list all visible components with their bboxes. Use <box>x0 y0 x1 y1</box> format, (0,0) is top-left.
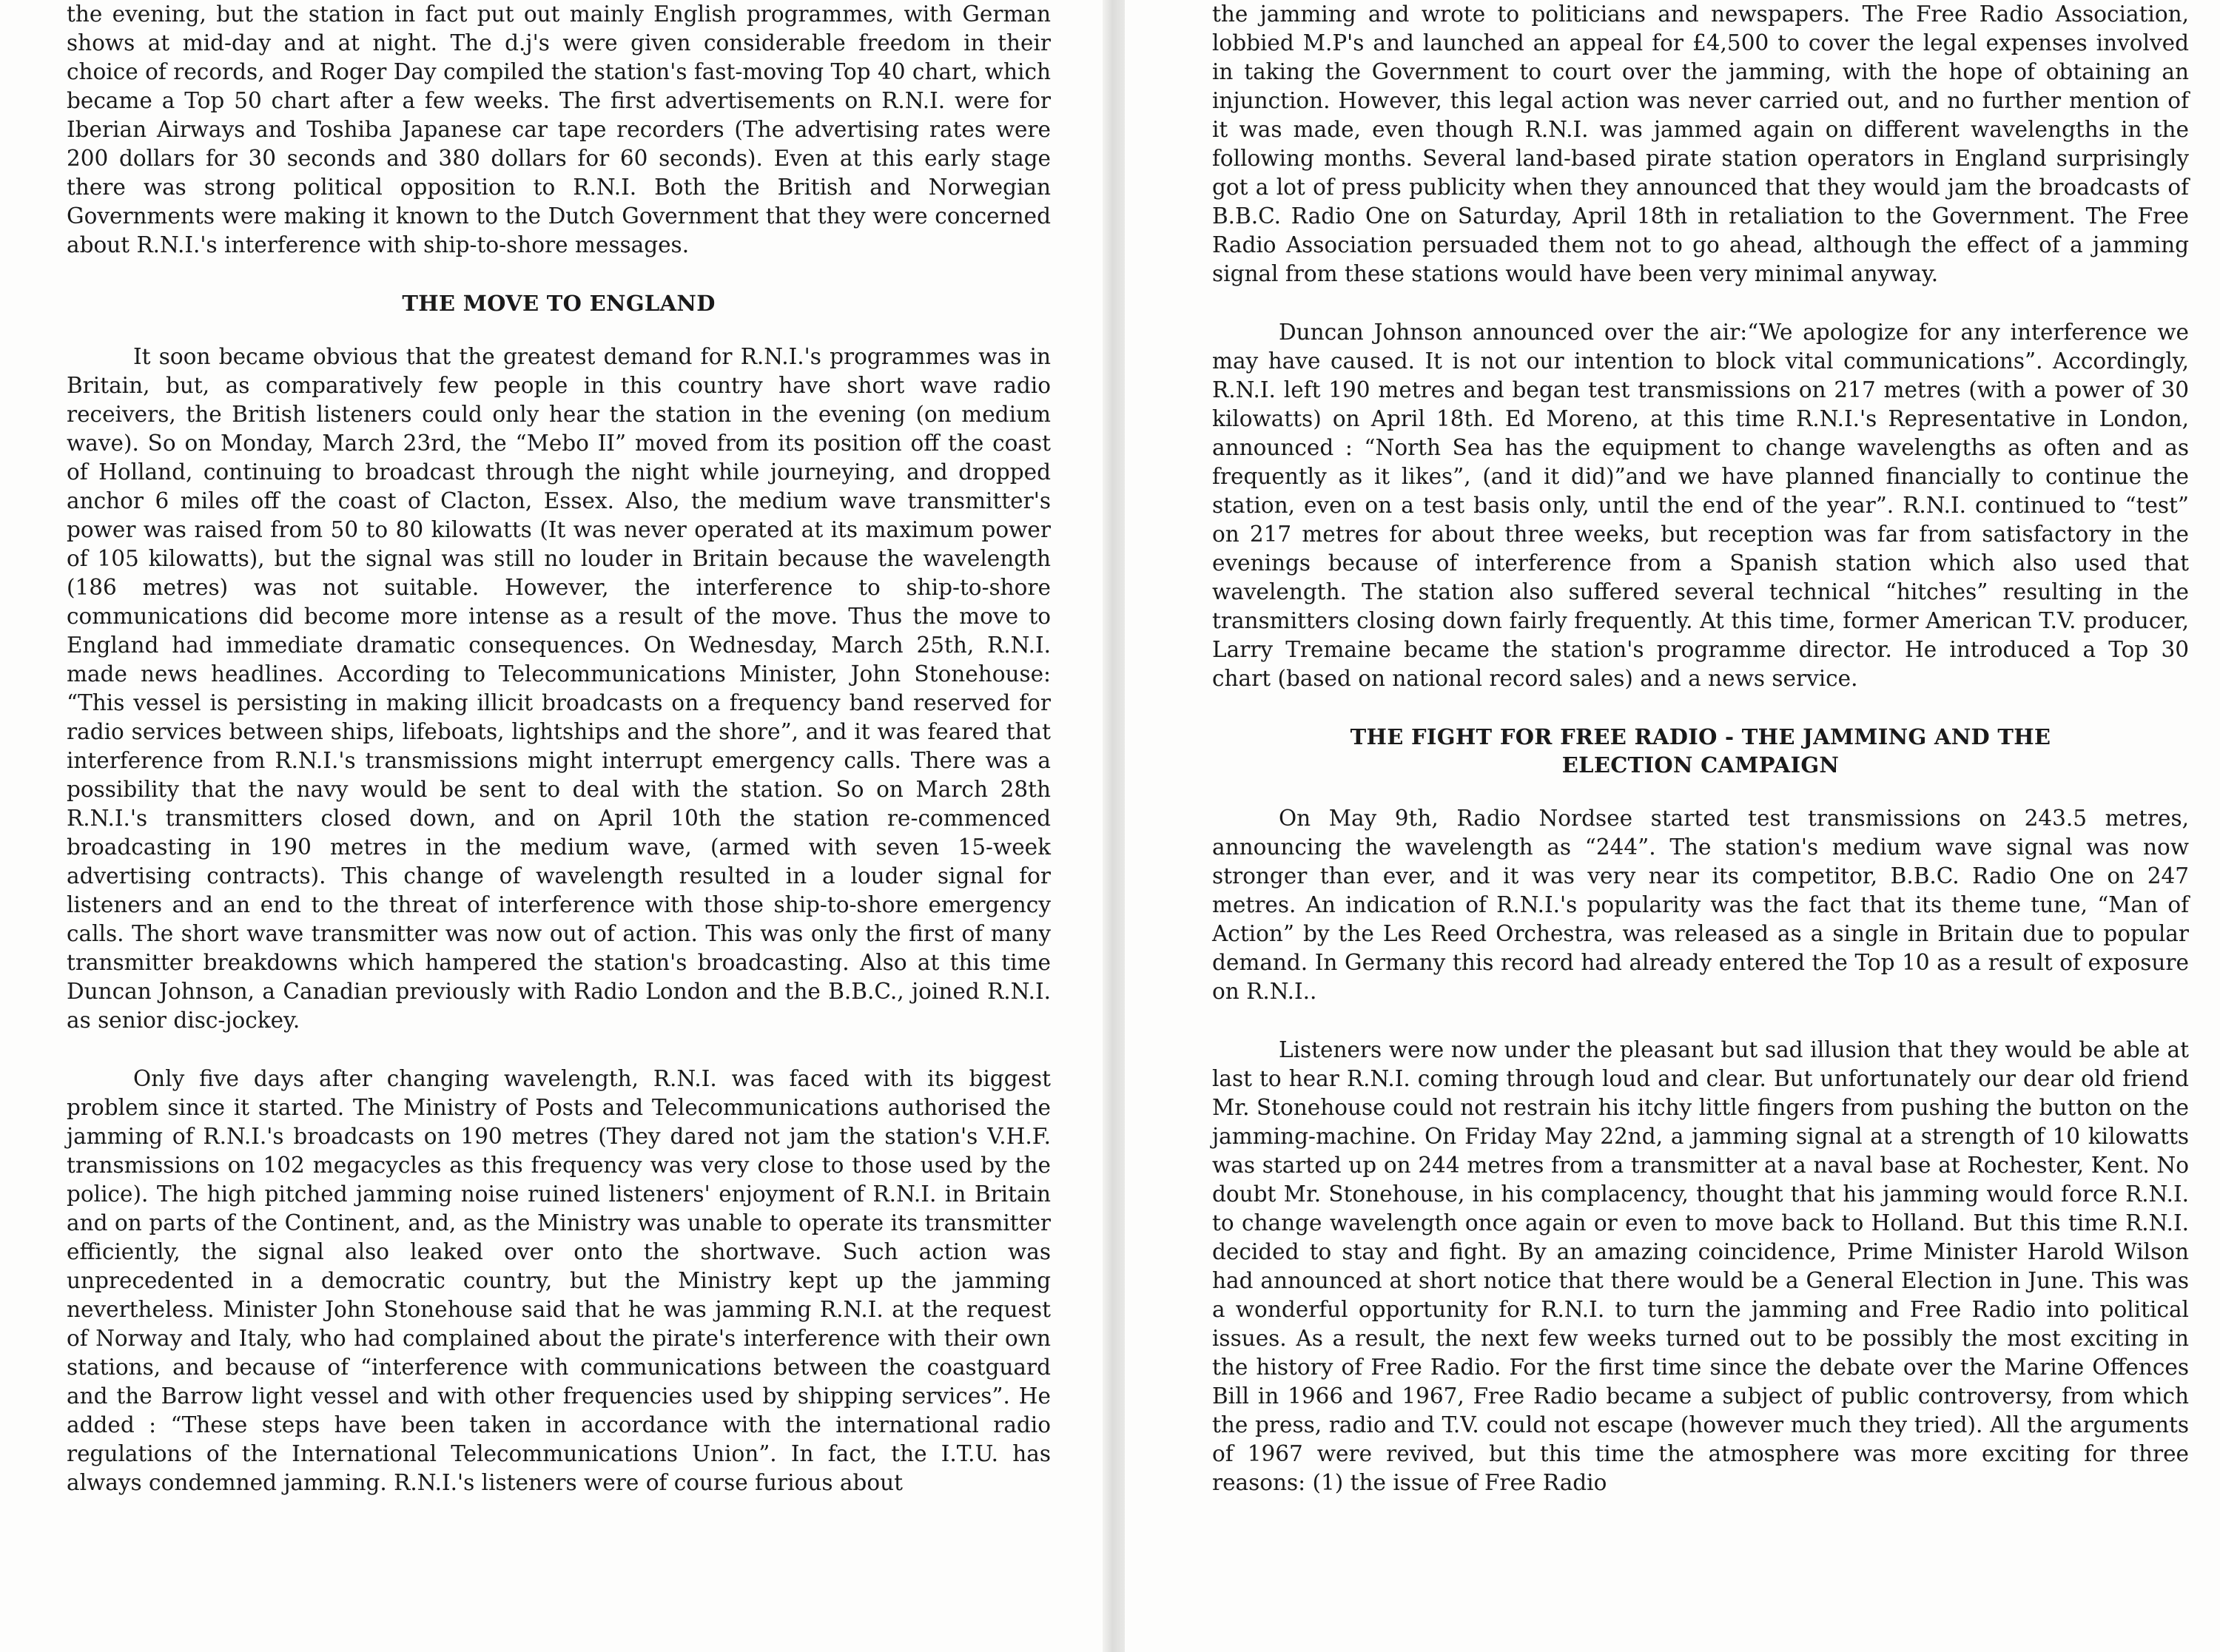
left-paragraph-3: Only five days after changing wavelength, R.N.I. was faced with its biggest problem since it started. The Ministry of Posts and Telecommunications authorised the jamming of R.N.I.'s broadcasts on 190 metres (They dared not jam the station's V.H.F. transmissions on 102 megacycles as this frequency was very close to those used by the police). The high pitched jamming noise ruined listeners' enjoyment of R.N.I. in Britain and on parts of the Continent, and, as the Ministry was unable to operate its transmitter efficiently, the signal also leaked over onto the shortwave. Such action was unprecedented in a democratic country, but the Ministry kept up the jamming nevertheless. Minister John Stonehouse said that he was jamming R.N.I. at the request of Norway and Italy, who had complained about the pirate's interference with their own stations, and because of “interference with communications between the coastguard and the Barrow light vessel and with other frequencies used by shipping services”. He added : “These steps have been taken in accordance with the international radio regulations of the International Telecommunications Union”. In fact, the I.T.U. has always condemned jamming. R.N.I.'s listeners were of course furious about <box>67 1066 1051 1495</box>
heading-line-2: ELECTION CAMPAIGN <box>1561 752 1840 778</box>
section-heading-fight-for-free-radio <box>1212 723 2189 779</box>
left-page-text-column <box>67 0 1051 1497</box>
left-page <box>0 0 1103 1652</box>
left-paragraph-2: It soon became obvious that the greatest demand for R.N.I.'s programmes was in Britain, but, as comparatively few people in this country have short wave radio receivers, the British listeners could only hear the station in the evening (on medium wave). So on Monday, March 23rd, the “Mebo II” moved from its position off the coast of Holland, continuing to broadcast through the night while journeying, and dropped anchor 6 miles off the coast of Clacton, Essex. Also, the medium wave transmitter's power was raised from 50 to 80 kilowatts (It was never operated at its maximum power of 105 kilowatts), but the signal was still no louder in Britain because the wavelength (186 metres) was not suitable. However, the interference to ship-to-shore communications did become more intense as a result of the move. Thus the move to England had immediate dramatic consequences. On Wednesday, March 25th, R.N.I. made news headlines. According to Telecommunications Minister, John Stonehouse: “This vessel is persisting in making illicit broadcasts on a frequency band reserved for radio services between ships, lifeboats, lightships and the shore”, and it was feared that interference from R.N.I.'s transmissions might interrupt emergency calls. There was a possibility that the navy would be sent to deal with the station. So on March 28th R.N.I.'s transmitters closed down, and on April 10th the station re-commenced broadcasting in 190 metres in the medium wave, (armed with seven 15-week advertising contracts). This change of wavelength resulted in a louder signal for listeners and an end to the threat of interference with those ship-to-shore emergency calls. The short wave transmitter was now out of action. This was only the first of many transmitter breakdowns which hampered the station's broadcasting. Also at this time Duncan Johnson, a Canadian previously with Radio London and the B.B.C., joined R.N.I. as senior disc-jockey. <box>67 344 1051 1033</box>
page-gutter <box>1103 0 1125 1652</box>
left-paragraph-1: the evening, but the station in fact put out mainly English programmes, with German shows at mid-day and at night. The d.j's were given considerable freedom in their choice of records, and Roger Day compiled the station's fast-moving Top 40 chart, which became a Top 50 chart after a few weeks. The first advertisements on R.N.I. were for Iberian Airways and Toshiba Japanese car tape recorders (The advertising rates were 200 dollars for 30 seconds and 380 dollars for 60 seconds). Even at this early stage there was strong political opposition to R.N.I. Both the British and Norwegian Governments were making it known to the Dutch Government that they were concerned about R.N.I.'s interference with ship-to-shore messages. <box>67 1 1051 257</box>
right-page-text-column <box>1212 0 2189 1497</box>
heading-line-1: THE FIGHT FOR FREE RADIO - THE JAMMING AND THE <box>1350 724 2051 749</box>
right-paragraph-3: On May 9th, Radio Nordsee started test transmissions on 243.5 metres, announcing the wavelength as “244”. The station's medium wave signal was now stronger than ever, and it was very near its competitor, B.B.C. Radio One on 247 metres. An indication of R.N.I.'s popularity was the fact that its theme tune, “Man of Action” by the Les Reed Orchestra, was released as a single in Britain due to popular demand. In Germany this record had already entered the Top 10 as a result of exposure on R.N.I.. <box>1212 806 2189 1004</box>
right-paragraph-2: Duncan Johnson announced over the air:“We apologize for any interference we may have caused. It is not our intention to block vital communications”. Accordingly, R.N.I. left 190 metres and began test transmissions on 217 metres (with a power of 30 kilowatts) on April 18th. Ed Moreno, at this time R.N.I.'s Representative in London, announced : “North Sea has the equipment to change wavelengths as often and as frequently as it likes”, (and it did)”and we have planned financially to continue the station, even on a test basis only, until the end of the year”. R.N.I. continued to “test” on 217 metres for about three weeks, but reception was far from satisfactory in the evenings because of interference from a Spanish station which also used that wavelength. The station also suffered several technical “hitches” resulting in the transmitters closing down fairly frequently. At this time, former American T.V. producer, Larry Tremaine became the station's programme director. He introduced a Top 30 chart (based on national record sales) and a news service. <box>1212 320 2189 691</box>
right-page <box>1125 0 2220 1652</box>
right-paragraph-1: the jamming and wrote to politicians and newspapers. The Free Radio Association, lobbied M.P's and launched an appeal for £4,500 to cover the legal expenses involved in taking the Government to court over the jamming, with the hope of obtaining an injunction. However, this legal action was never carried out, and no further mention of it was made, even though R.N.I. was jammed again on different wavelengths in the following months. Several land-based pirate station operators in England surprisingly got a lot of press publicity when they announced that they would jam the broadcasts of B.B.C. Radio One on Saturday, April 18th in retaliation to the Government. The Free Radio Association persuaded them not to go ahead, although the effect of a jamming signal from these stations would have been very minimal anyway. <box>1212 1 2189 286</box>
section-heading-move-to-england: THE MOVE TO ENGLAND <box>402 291 716 316</box>
right-paragraph-4: Listeners were now under the pleasant but sad illusion that they would be able at last to hear R.N.I. coming through loud and clear. But unfortunately our dear old friend Mr. Stonehouse could not restrain his itchy little fingers from pushing the button on the jamming-machine. On Friday May 22nd, a jamming signal at a strength of 10 kilowatts was started up on 244 metres from a transmitter at a naval base at Rochester, Kent. No doubt Mr. Stonehouse, in his complacency, thought that his jamming would force R.N.I. to change wavelength once again or even to move back to Holland. But this time R.N.I. decided to stay and fight. By an amazing coincidence, Prime Minister Harold Wilson had announced at short notice that there would be a General Election in June. This was a wonderful opportunity for R.N.I. to turn the jamming and Free Radio into political issues. As a result, the next few weeks turned out to be possibly the most exciting in the history of Free Radio. For the first time since the debate over the Marine Offences Bill in 1966 and 1967, Free Radio became a subject of public controversy, from which the press, radio and T.V. could not escape (however much they tried). All the arguments of 1967 were revived, but this time the atmosphere was more exciting for three reasons: (1) the issue of Free Radio <box>1212 1037 2189 1495</box>
